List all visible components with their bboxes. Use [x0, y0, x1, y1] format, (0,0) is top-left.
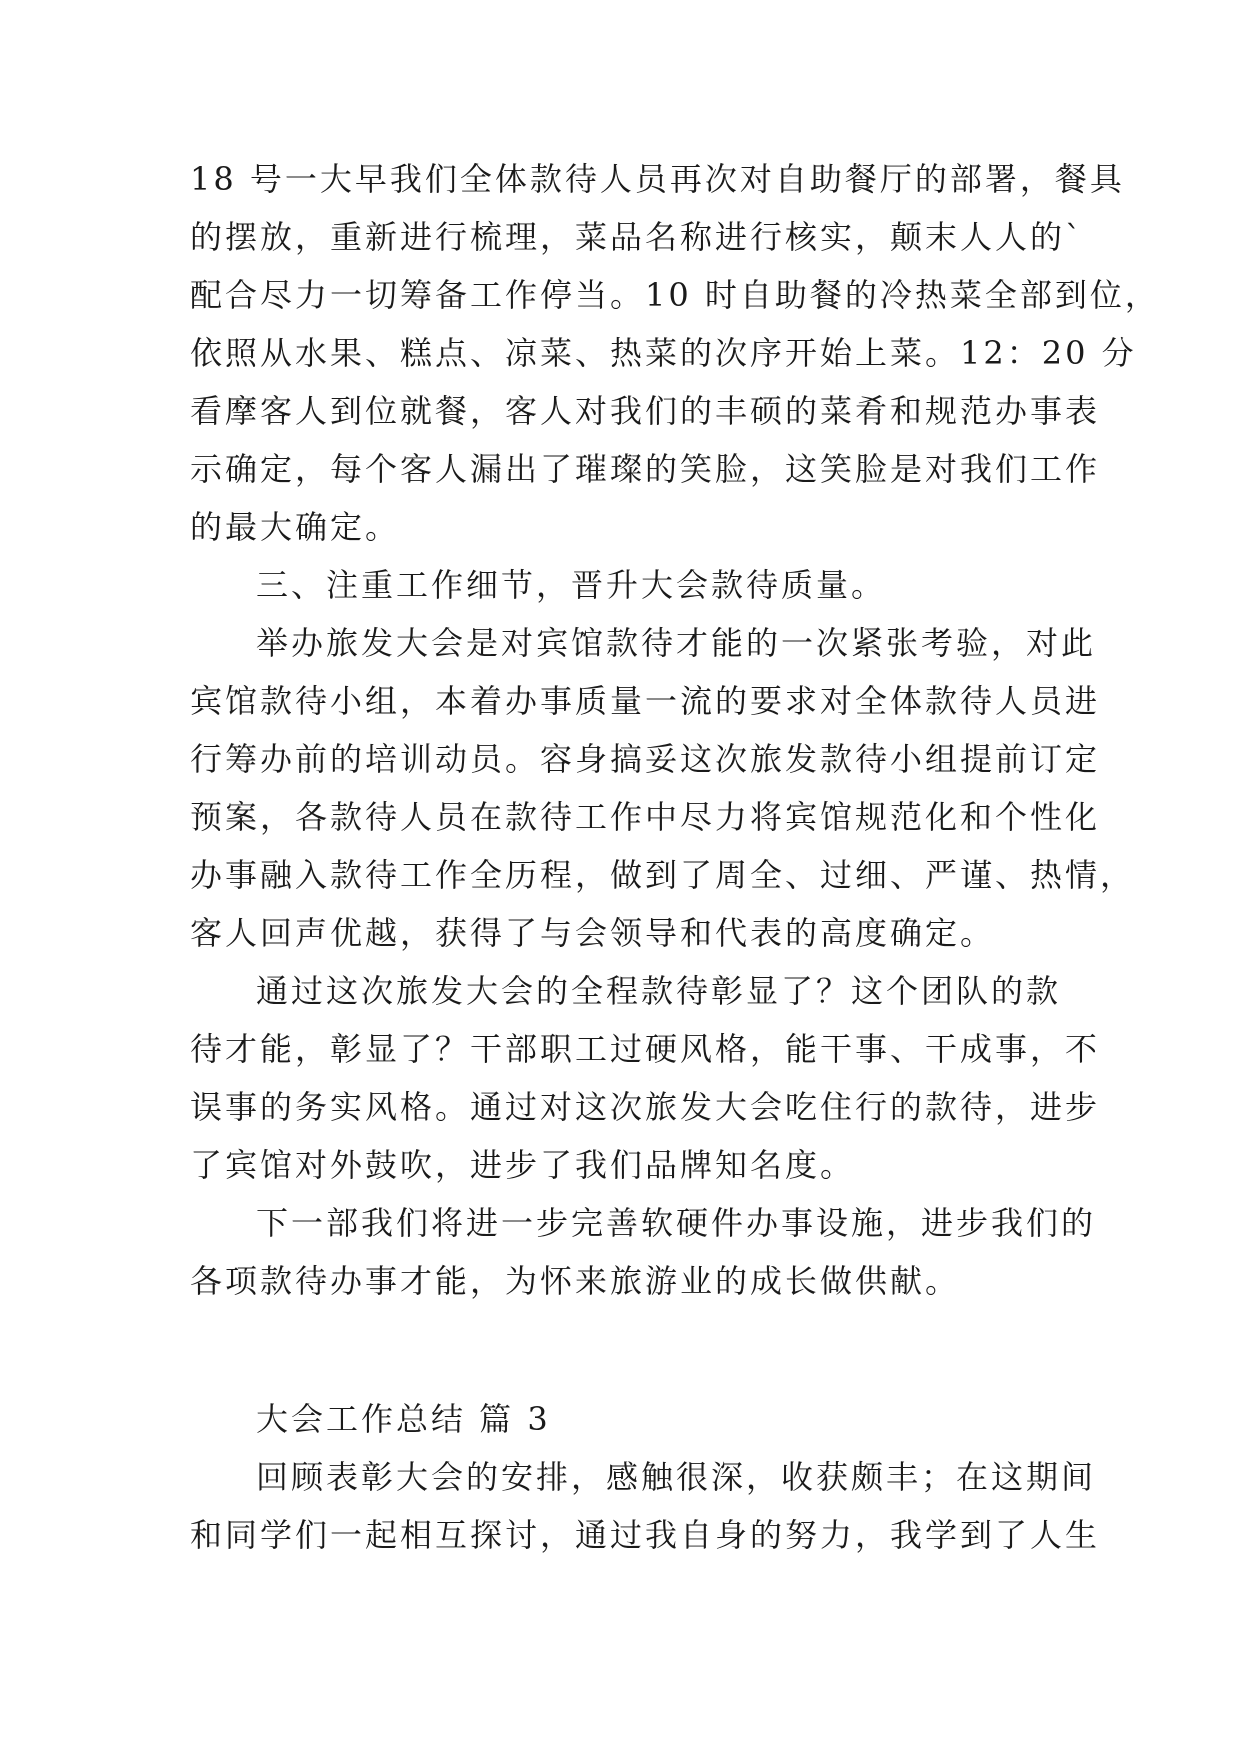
- paragraph-next-steps: [190, 1194, 1097, 1310]
- text-line: 宾馆款待小组，本着办事质量一流的要求对全体款待人员进: [190, 682, 1101, 720]
- text-line: 下一部我们将进一步完善软硬件办事设施，进步我们的: [256, 1204, 1097, 1242]
- text-line: 示确定，每个客人漏出了璀璨的笑脸，这笑脸是对我们工作: [190, 450, 1101, 488]
- text-line: 误事的务实风格。通过对这次旅发大会吃住行的款待，进步: [190, 1088, 1101, 1126]
- text-line: 各项款待办事才能，为怀来旅游业的成长做供献。: [190, 1262, 961, 1300]
- paragraph-reception-quality: [190, 614, 1136, 962]
- text-line: 客人回声优越，获得了与会领导和代表的高度确定。: [190, 914, 996, 952]
- text-line: 的最大确定。: [190, 508, 401, 546]
- section-heading: 三、注重工作细节，晋升大会款待质量。: [256, 566, 887, 604]
- text-line: 举办旅发大会是对宾馆款待才能的一次紧张考验，对此: [256, 624, 1097, 662]
- text-line: 18 号一大早我们全体款待人员再次对自助餐厅的部署，餐具: [190, 160, 1125, 198]
- paragraph-team-showcase: [190, 962, 1101, 1194]
- text-line: 通过这次旅发大会的全程款待彰显了？这个团队的款: [256, 972, 1062, 1010]
- text-line: 的摆放，重新进行梳理，菜品名称进行核实，颠末人人的`: [190, 218, 1085, 256]
- text-line: 行筹办前的培训动员。容身搞妥这次旅发款待小组提前订定: [190, 740, 1101, 778]
- text-line: 依照从水果、糕点、凉菜、热菜的次序开始上菜。12：20 分: [190, 334, 1137, 372]
- article-title: 大会工作总结 篇 3: [256, 1400, 551, 1438]
- text-line: 预案，各款待人员在款待工作中尽力将宾馆规范化和个性化: [190, 798, 1101, 836]
- text-line: 和同学们一起相互探讨，通过我自身的努力，我学到了人生: [190, 1516, 1101, 1554]
- paragraph-buffet-arrangement: [190, 150, 1160, 556]
- text-line: 配合尽力一切筹备工作停当。10 时自助餐的冷热菜全部到位，: [190, 276, 1160, 314]
- text-line: 回顾表彰大会的安排，感触很深，收获颇丰；在这期间: [256, 1458, 1097, 1496]
- document-body: [190, 150, 1160, 1564]
- text-line: 待才能，彰显了？干部职工过硬风格，能干事、干成事，不: [190, 1030, 1101, 1068]
- text-line: 看摩客人到位就餐，客人对我们的丰硕的菜肴和规范办事表: [190, 392, 1101, 430]
- paragraph-review: [190, 1448, 1101, 1564]
- blank-gap: [190, 1310, 1070, 1390]
- text-line: 办事融入款待工作全历程，做到了周全、过细、严谨、热情，: [190, 856, 1136, 894]
- text-line: 了宾馆对外鼓吹，进步了我们品牌知名度。: [190, 1146, 856, 1184]
